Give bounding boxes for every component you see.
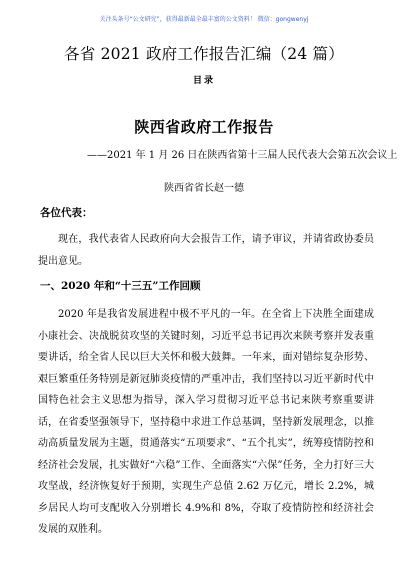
toc-link[interactable]: 目录 [192, 76, 215, 86]
promo-banner: 关注头条号“公文研究”，获得最新最全最丰富的公文资料！ 微信：gongwenyj [99, 16, 309, 23]
body-paragraph: 2020 年是我省发展进程中极不平凡的一年。在全省上下决胜全面建成小康社会、决战脱贫攻坚的关键时刻，习近平总书记再次来陕考察并发表重要讲话，给全省人民以巨大关怀和极大鼓舞。一年来，面对错综复杂形势、艰巨繁重任务特别是新冠肺炎疫情的严重冲击，我们坚持以习近平新时代中国特色社会主义思想为指导，深入学习贯彻习近平总书记来陕考察重要讲话，在省委坚强领导下，坚持稳中求进工作总基调，坚持新发展理念，以推动高质量发展为主题，贯通落实“五项要求”、“五个扎实”，统筹疫情防控和经济社会发展，扎实做好“六稳”工作、全面落实“六保”任务，全力打好三大攻坚战，经济恢复好于预期，实现生产总值 2.62 万亿元，增长 2.2%，城乡居民人均可支配收入分别增长 4.9%和 8%，夺取了疫情防控和经济社会发展的双胜利。 [38, 309, 374, 535]
section-heading: 一、2020 年和“十三五”工作回顾 [40, 280, 201, 292]
document-title: 各省 2021 政府工作报告汇编（24 篇） [64, 45, 344, 63]
report-author: 陕西省省长赵一德 [164, 183, 244, 194]
intro-paragraph: 现在，我代表省人民政府向大会报告工作，请予审议，并请省政协委员提出意见。 [38, 234, 374, 267]
report-subtitle: ——2021 年 1 月 26 日在陕西省第十三届人民代表大会第五次会议上 [87, 150, 398, 161]
greeting: 各位代表： [40, 207, 93, 219]
report-title: 陕西省政府工作报告 [134, 118, 274, 136]
